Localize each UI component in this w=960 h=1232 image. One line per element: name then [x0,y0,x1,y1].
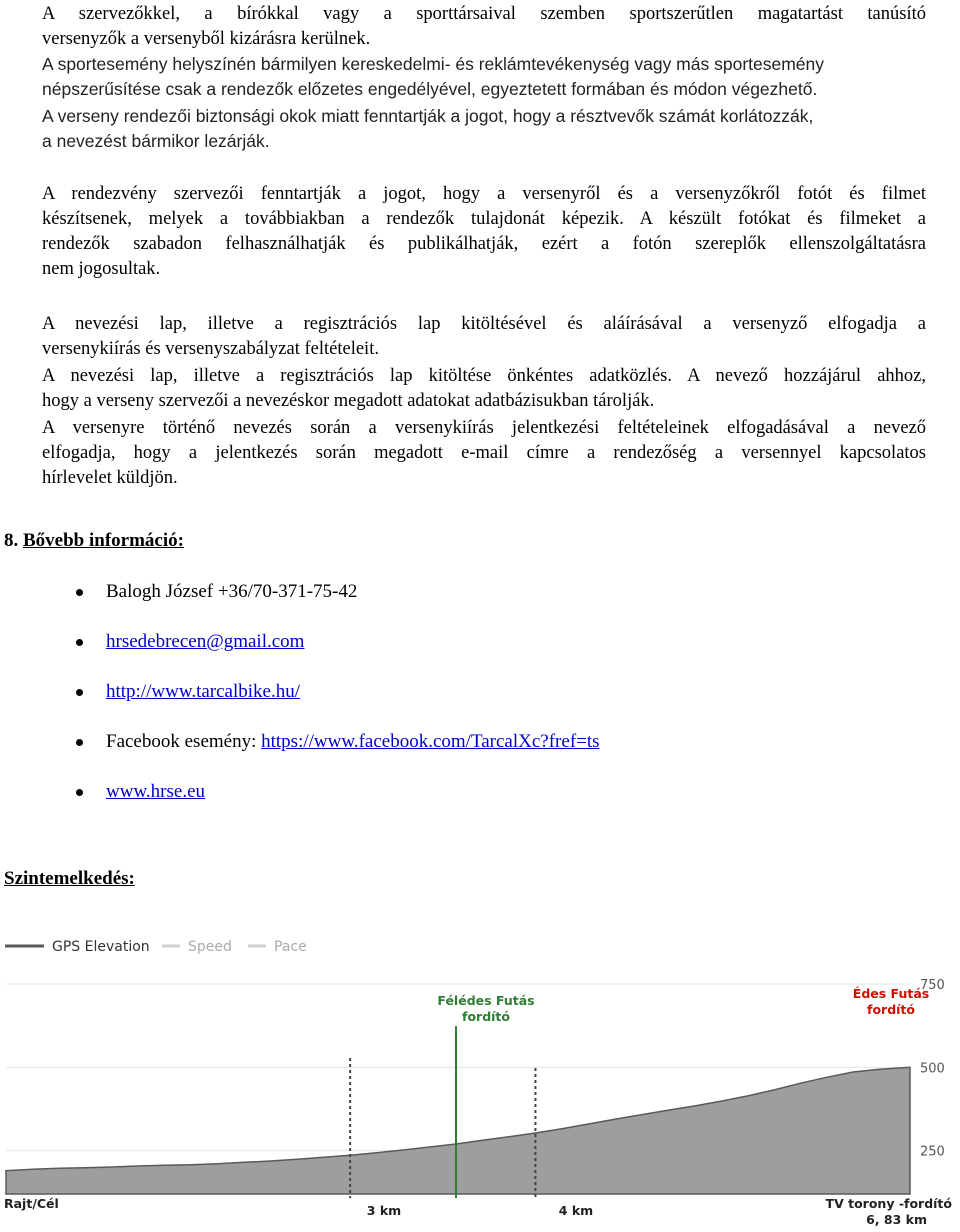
text-line: népszerűsítése csak a rendezők előzetes engedélyével, egyeztetett formában és módon végezhető. [42,79,818,99]
bullet-icon [76,739,83,746]
x-label-3km: 3 km [366,1203,402,1218]
bullet-icon [76,689,83,696]
email-link[interactable]: hrsedebrecen@gmail.com [106,631,305,652]
text-line: készítsenek, melyek a továbbiakban a rendezők tulajdonát képezik. A készült fotókat és filmeket a [42,209,926,229]
section-heading-more-info [4,530,184,552]
hrse-link[interactable]: www.hrse.eu [106,781,206,802]
facebook-label: Facebook esemény: [106,731,262,752]
text-line: hogy a verseny szervezői a nevezéskor megadott adatokat adatbázisukban tárolják. [42,391,655,411]
text-line: hírlevelet küldjön. [42,468,178,488]
paragraph-security [42,104,926,154]
text-line: A szervezőkkel, a bírókkal vagy a sporttársaival szemben sportszerűtlen magatartást tanúsító [42,4,926,24]
paragraph-disqualification [42,2,926,52]
text-line: A verseny rendezői biztonsági okok miatt fenntartják a jogot, hogy a résztvevők számát korlátozzák, [42,106,814,126]
text-line: A nevezési lap, illetve a regisztrációs lap kitöltésével és aláírásával a versenyző elfogadja a [42,314,926,334]
paragraph-commercial [42,52,926,102]
text-line: A sportesemény helyszínén bármilyen kereskedelmi- és reklámtevékenység vagy más sportesemény [42,54,825,74]
elevation-chart [0,918,960,1232]
legend-gps-elevation: GPS Elevation [52,939,150,955]
list-item-facebook [42,722,600,772]
chart-legend [5,939,307,955]
y-tick-label: 750 [920,978,945,993]
full-turn-sublabel: fordító [867,1002,915,1017]
text-line: rendezők szabadon felhasználhatják és publikálhatják, ezért a fotón szereplők ellenszolgáltatásra [42,234,926,254]
paragraph-data-consent [42,364,926,414]
text-line: a nevezést bármikor lezárják. [42,131,270,151]
y-tick-label: 250 [920,1144,945,1160]
section-title: Bővebb információ: [23,530,184,551]
x-axis-labels [4,1196,952,1227]
x-label-tv-tower: TV torony -fordító [825,1196,952,1211]
list-item-website [42,672,600,722]
half-turn-label: Félédes Futás [437,993,535,1008]
bullet-icon [76,639,83,646]
x-label-end: 6, 83 km [866,1212,927,1227]
half-turn-sublabel: fordító [462,1009,510,1024]
y-tick-label: 500 [920,1061,945,1077]
elevation-heading [4,868,135,890]
text-line: A nevezési lap, illetve a regisztrációs lap kitöltése önkéntes adatközlés. A nevező hozzájárul ahhoz, [42,366,926,386]
contact-person-text: Balogh József +36/70-371-75-42 [106,581,358,602]
list-item-hrse [42,772,600,822]
legend-speed: Speed [188,939,232,955]
bullet-icon [76,789,83,796]
full-turn-label: Édes Futás [852,986,930,1001]
text-line: A rendezvény szervezői fenntartják a jogot, hogy a versenyről és a versenyzőkről fotót és filmet [42,184,926,204]
text-line: A versenyre történő nevezés során a versenykiírás jelentkezési feltételeinek elfogadásával a nevező [42,418,926,438]
paragraph-photo-rights [42,182,926,282]
x-label-4km: 4 km [558,1203,594,1218]
elevation-area [6,1067,910,1194]
paragraph-entry-acceptance [42,312,926,362]
y-axis-labels [920,978,945,1160]
elevation-heading-text: Szintemelkedés: [4,868,135,889]
text-line: elfogadja, hogy a jelentkezés során megadott e-mail címre a rendezőség a versennyel kapcsolatos [42,443,926,463]
section-number: 8. [4,530,19,551]
list-item-contact-person [42,572,600,622]
text-line: versenyzők a versenyből kizárásra kerülnek. [42,29,371,49]
website-link[interactable]: http://www.tarcalbike.hu/ [106,681,300,702]
contact-list [42,572,600,822]
facebook-link[interactable]: https://www.facebook.com/TarcalXc?fref=ts [261,731,600,752]
chart-annotations [437,986,929,1024]
list-item-email [42,622,600,672]
bullet-icon [76,589,83,596]
legend-pace: Pace [274,939,307,955]
text-line: versenykiírás és versenyszabályzat feltételeit. [42,339,379,359]
text-line: nem jogosultak. [42,259,161,279]
x-label-start: Rajt/Cél [4,1196,59,1211]
paragraph-newsletter [42,416,926,491]
